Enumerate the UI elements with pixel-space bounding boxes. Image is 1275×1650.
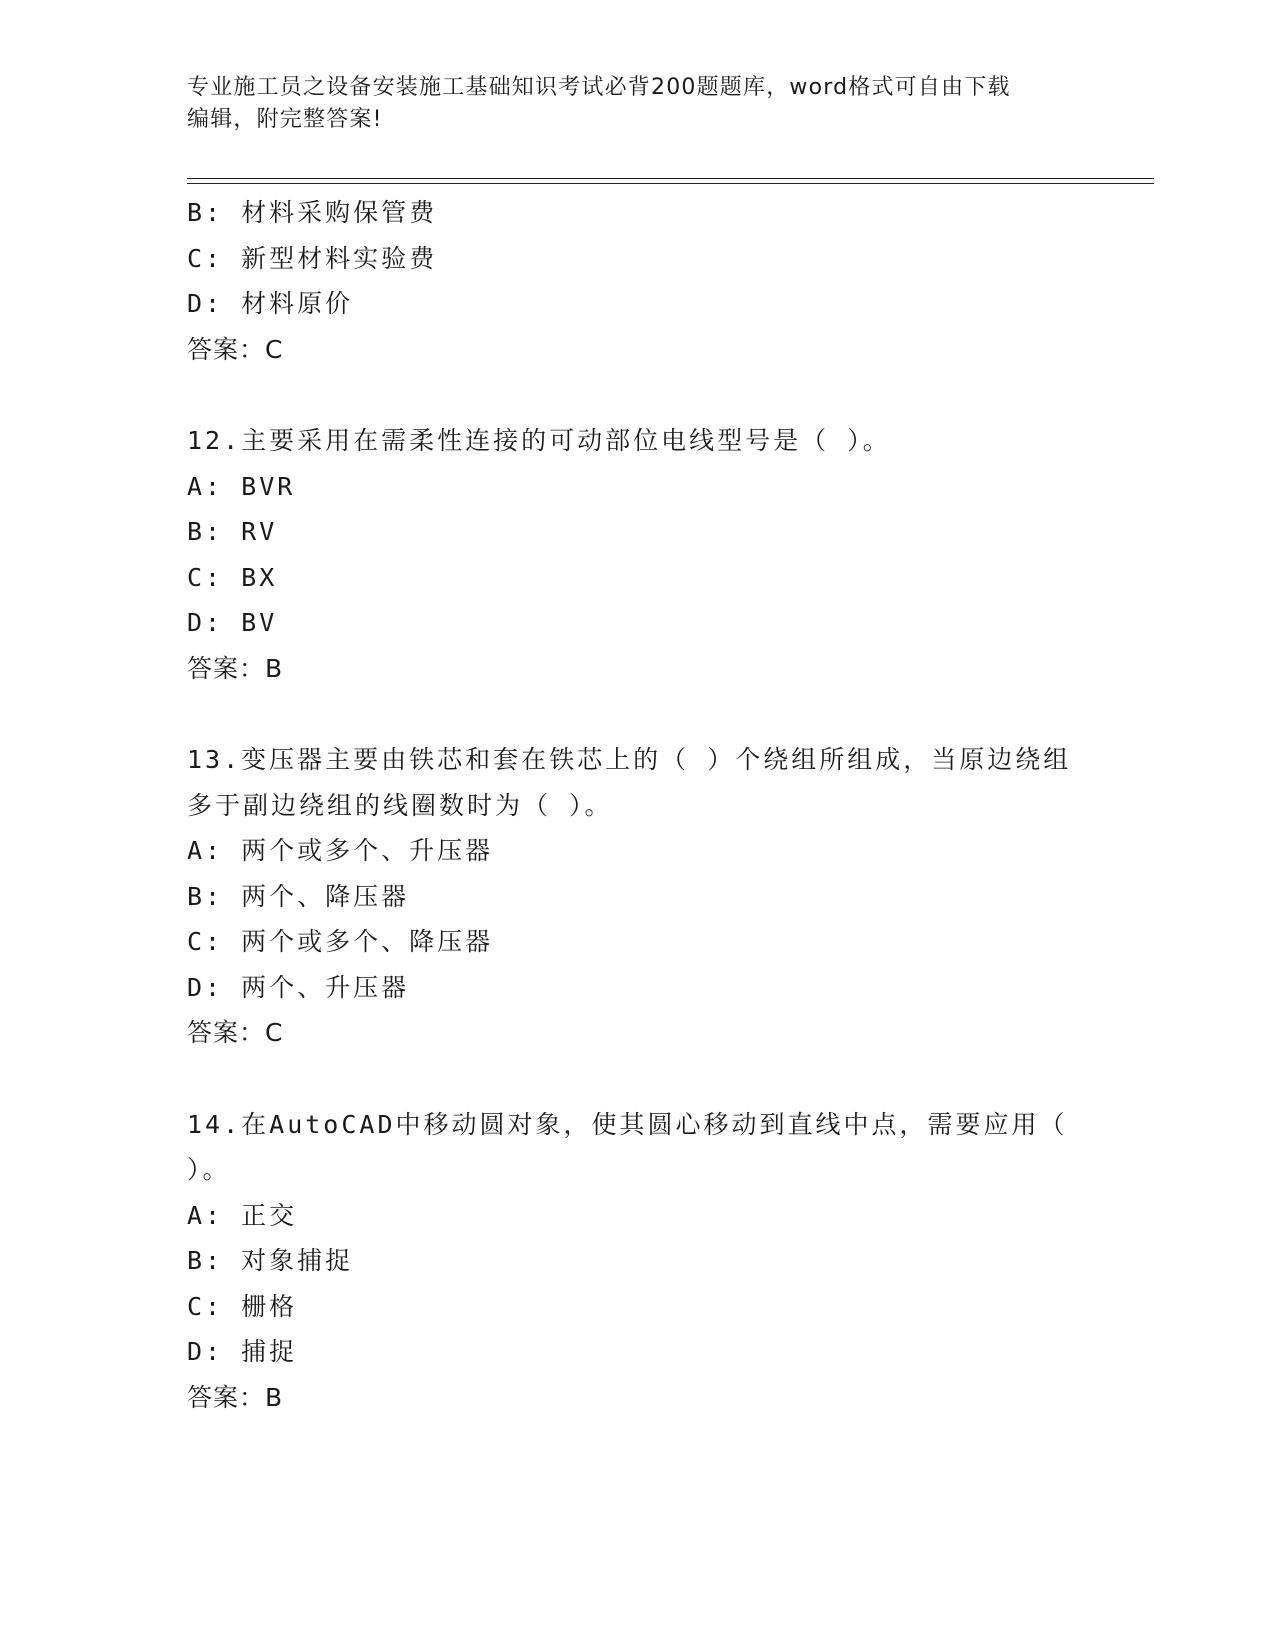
document-header bbox=[187, 72, 1087, 136]
header-rule-bottom bbox=[187, 183, 1154, 184]
question-list bbox=[187, 190, 1087, 1420]
option-c: C: 两个或多个、降压器 bbox=[187, 927, 494, 956]
option-a: A: 正交 bbox=[187, 1200, 298, 1230]
question-12 bbox=[187, 418, 1087, 691]
option-b: B: 两个、降压器 bbox=[187, 881, 410, 911]
answer: 答案：C bbox=[187, 334, 284, 364]
option-a: A: BVR bbox=[187, 471, 296, 501]
answer: 答案：C bbox=[187, 1018, 284, 1047]
answer: 答案：B bbox=[187, 1382, 284, 1412]
option-b: B: 对象捕捉 bbox=[187, 1246, 354, 1275]
question-text: 14.在AutoCAD中移动圆对象，使其圆心移动到直线中点，需要应用（ ）。 bbox=[187, 1109, 1068, 1184]
question-14 bbox=[187, 1102, 1087, 1421]
answer: 答案：B bbox=[187, 653, 284, 683]
question-text: 12.主要采用在需柔性连接的可动部位电线型号是（ ）。 bbox=[187, 426, 891, 455]
header-rule-top bbox=[187, 178, 1154, 179]
option-d: D: 两个、升压器 bbox=[187, 972, 410, 1002]
option-b: B: RV bbox=[187, 517, 278, 546]
header-line-1: 专业施工员之设备安装施工基础知识考试必背200题题库，word格式可自由下载 bbox=[187, 75, 1011, 100]
option-d: D: BV bbox=[187, 608, 278, 637]
option-d: D: 材料原价 bbox=[187, 289, 354, 318]
option-a: A: 两个或多个、升压器 bbox=[187, 836, 494, 865]
question-13 bbox=[187, 737, 1087, 1056]
option-c: C: 栅格 bbox=[187, 1291, 298, 1321]
question-text: 13.变压器主要由铁芯和套在铁芯上的（ ）个绕组所组成，当原边绕组多于副边绕组的线圈数时为（ ）。 bbox=[187, 745, 1072, 820]
option-d: D: 捕捉 bbox=[187, 1337, 298, 1366]
option-b: B: 材料采购保管费 bbox=[187, 198, 438, 227]
question-partial bbox=[187, 190, 1087, 372]
option-c: C: 新型材料实验费 bbox=[187, 243, 438, 273]
header-line-2: 编辑，附完整答案! bbox=[187, 107, 383, 132]
option-c: C: BX bbox=[187, 562, 278, 592]
